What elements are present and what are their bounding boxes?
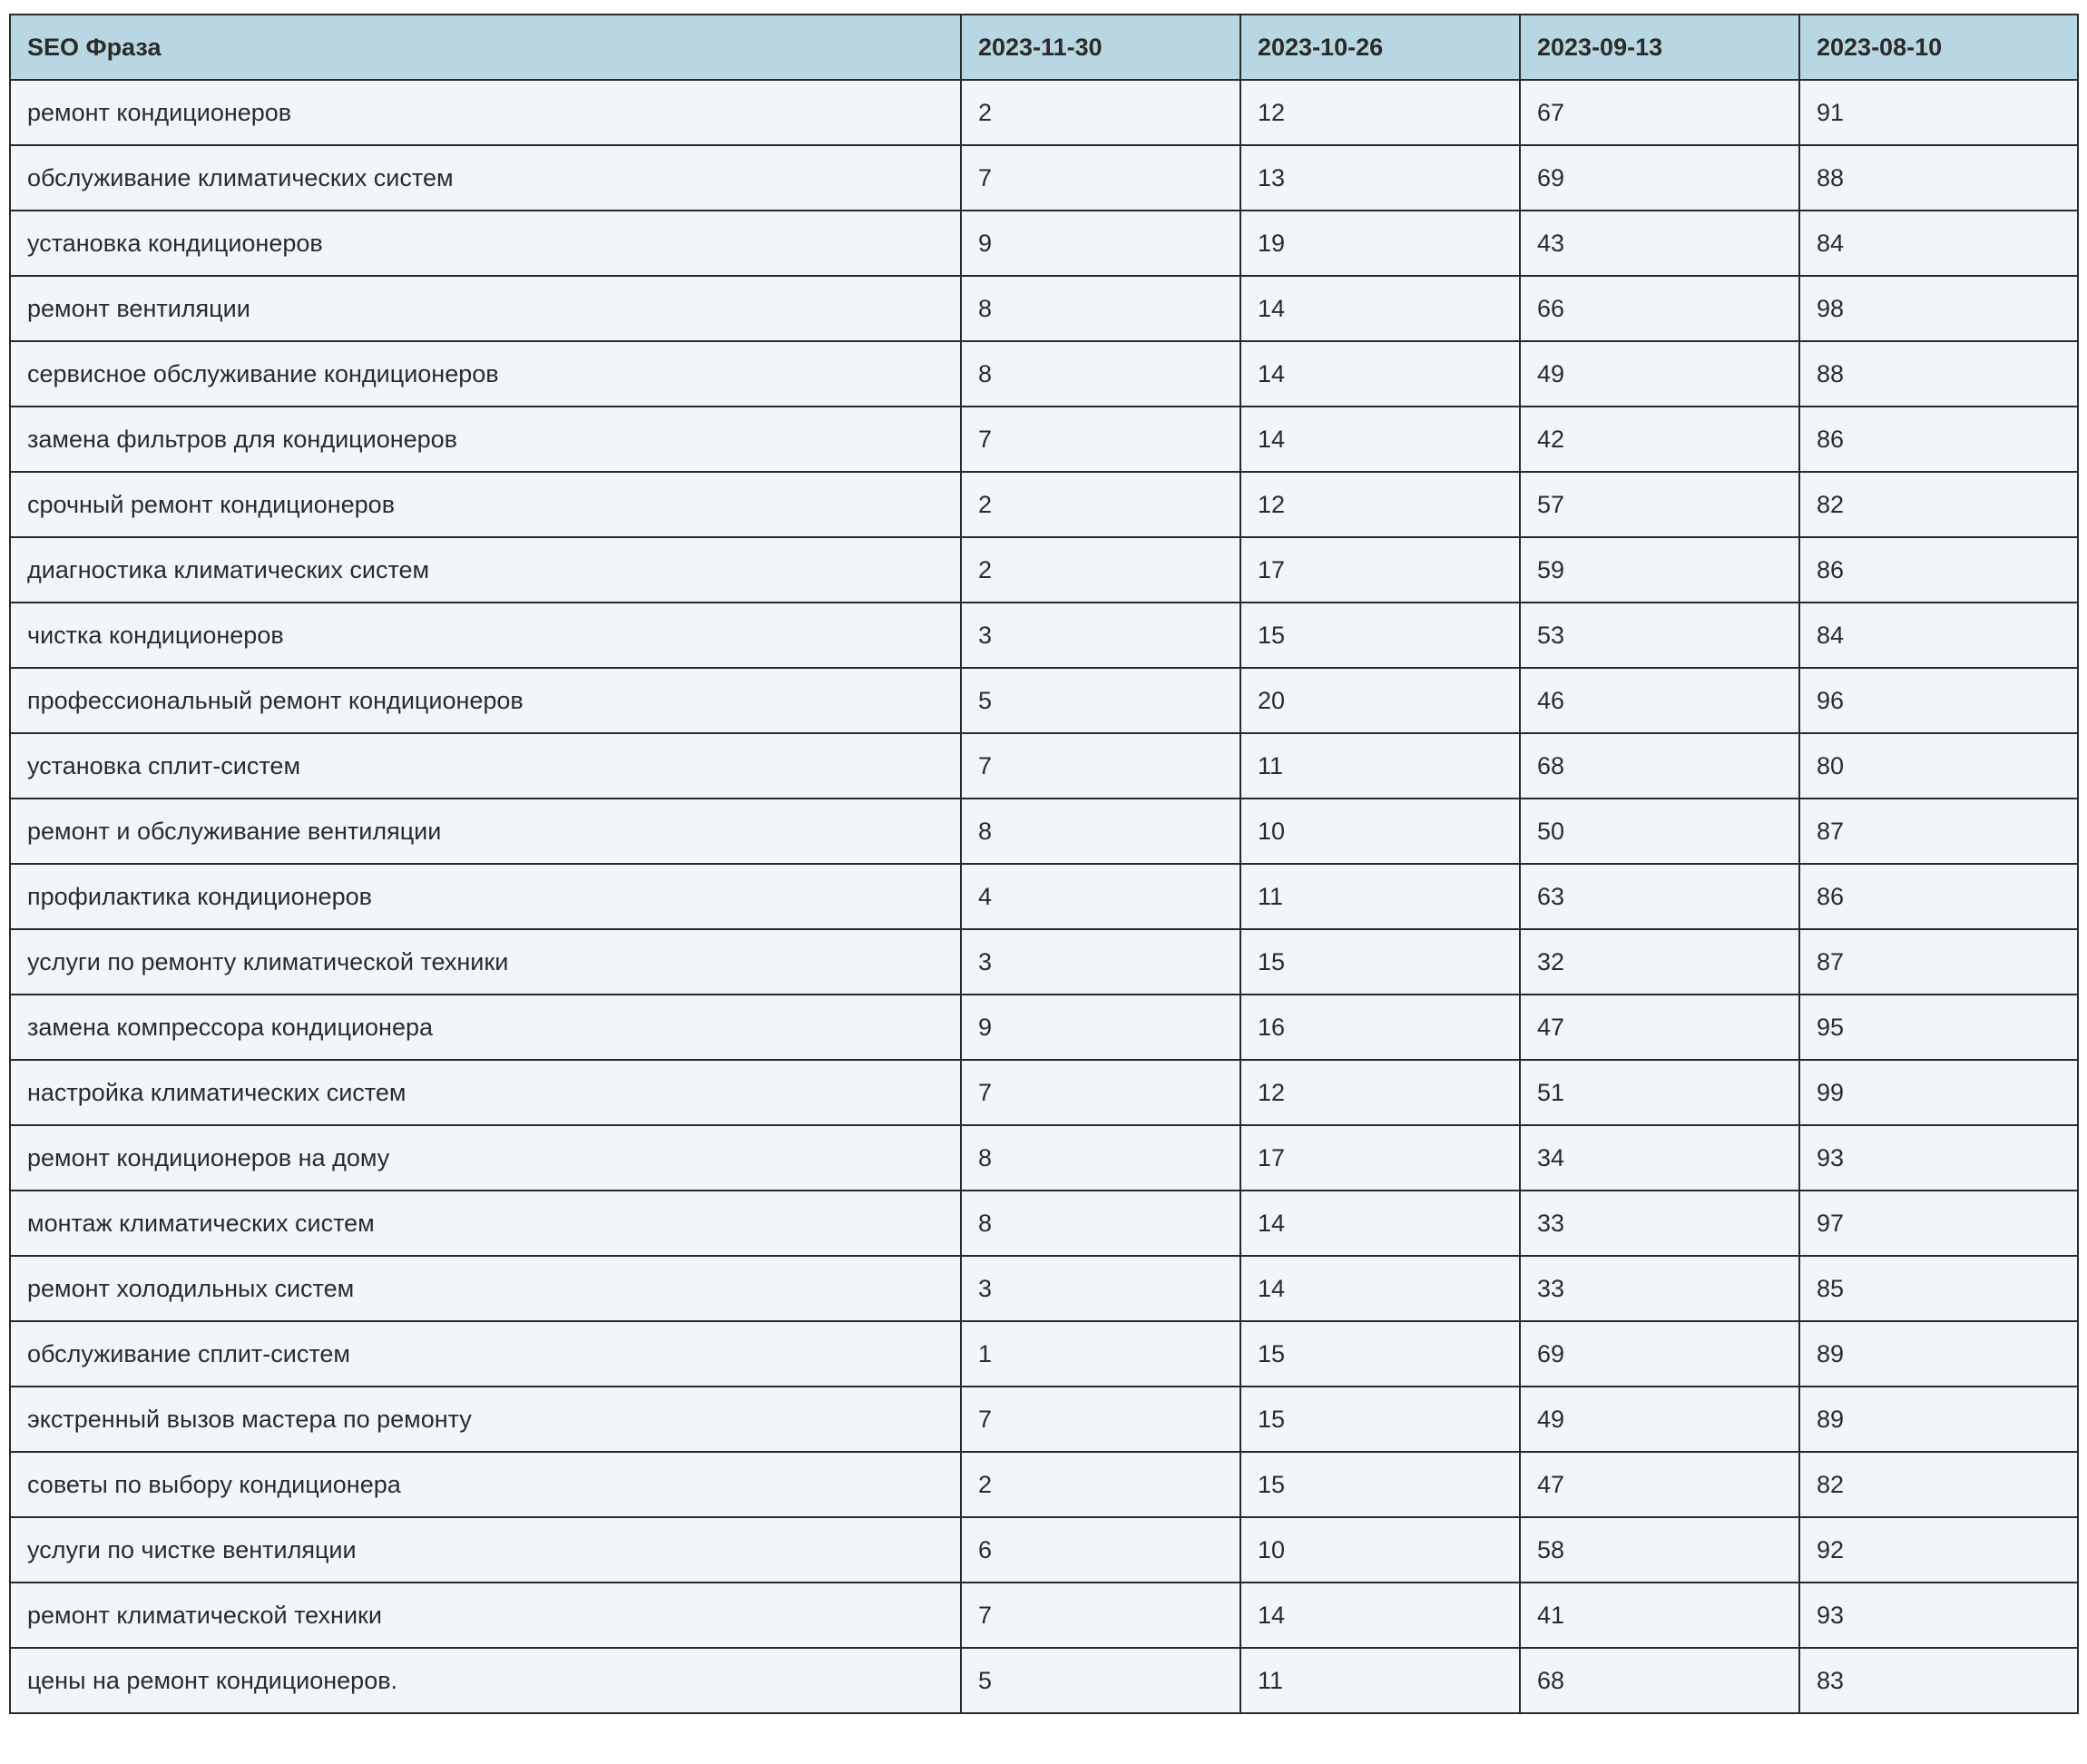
table-row	[10, 537, 2078, 603]
table-row	[10, 1517, 2078, 1583]
position-cell: 16	[1240, 995, 1520, 1060]
position-cell: 51	[1520, 1060, 1799, 1125]
table-row	[10, 864, 2078, 929]
phrase-cell: ремонт кондиционеров на дому	[10, 1125, 961, 1191]
position-cell: 2	[961, 537, 1240, 603]
position-cell: 7	[961, 145, 1240, 211]
position-cell: 7	[961, 1060, 1240, 1125]
position-cell: 12	[1240, 80, 1520, 145]
seo-table-container	[9, 14, 2078, 1714]
position-cell: 5	[961, 1648, 1240, 1713]
phrase-cell: чистка кондиционеров	[10, 603, 961, 668]
position-cell: 89	[1799, 1321, 2078, 1387]
position-cell: 87	[1799, 799, 2078, 864]
position-cell: 96	[1799, 668, 2078, 733]
position-cell: 10	[1240, 799, 1520, 864]
position-cell: 69	[1520, 1321, 1799, 1387]
position-cell: 50	[1520, 799, 1799, 864]
position-cell: 92	[1799, 1517, 2078, 1583]
position-cell: 2	[961, 80, 1240, 145]
position-cell: 93	[1799, 1583, 2078, 1648]
phrase-cell: диагностика климатических систем	[10, 537, 961, 603]
table-row	[10, 668, 2078, 733]
position-cell: 66	[1520, 276, 1799, 341]
table-row	[10, 1125, 2078, 1191]
position-cell: 33	[1520, 1191, 1799, 1256]
position-cell: 14	[1240, 1191, 1520, 1256]
phrase-cell: цены на ремонт кондиционеров.	[10, 1648, 961, 1713]
position-cell: 3	[961, 1256, 1240, 1321]
table-row	[10, 80, 2078, 145]
table-row	[10, 211, 2078, 276]
phrase-cell: экстренный вызов мастера по ремонту	[10, 1387, 961, 1452]
position-cell: 87	[1799, 929, 2078, 995]
phrase-cell: ремонт вентиляции	[10, 276, 961, 341]
table-row	[10, 799, 2078, 864]
position-cell: 19	[1240, 211, 1520, 276]
position-cell: 34	[1520, 1125, 1799, 1191]
position-cell: 47	[1520, 995, 1799, 1060]
phrase-cell: услуги по чистке вентиляции	[10, 1517, 961, 1583]
position-cell: 11	[1240, 1648, 1520, 1713]
position-cell: 91	[1799, 80, 2078, 145]
position-cell: 63	[1520, 864, 1799, 929]
position-cell: 15	[1240, 603, 1520, 668]
phrase-cell: срочный ремонт кондиционеров	[10, 472, 961, 537]
position-cell: 97	[1799, 1191, 2078, 1256]
position-cell: 88	[1799, 341, 2078, 407]
position-cell: 14	[1240, 276, 1520, 341]
phrase-cell: замена фильтров для кондиционеров	[10, 407, 961, 472]
table-row	[10, 1191, 2078, 1256]
position-cell: 8	[961, 1191, 1240, 1256]
column-header-date: 2023-09-13	[1520, 15, 1799, 80]
position-cell: 58	[1520, 1517, 1799, 1583]
position-cell: 49	[1520, 341, 1799, 407]
column-header-date: 2023-08-10	[1799, 15, 2078, 80]
table-row	[10, 733, 2078, 799]
phrase-cell: замена компрессора кондиционера	[10, 995, 961, 1060]
position-cell: 8	[961, 341, 1240, 407]
phrase-cell: настройка климатических систем	[10, 1060, 961, 1125]
position-cell: 3	[961, 603, 1240, 668]
table-row	[10, 1583, 2078, 1648]
position-cell: 15	[1240, 1387, 1520, 1452]
table-row	[10, 1387, 2078, 1452]
phrase-cell: профессиональный ремонт кондиционеров	[10, 668, 961, 733]
position-cell: 42	[1520, 407, 1799, 472]
position-cell: 99	[1799, 1060, 2078, 1125]
position-cell: 68	[1520, 1648, 1799, 1713]
position-cell: 7	[961, 1583, 1240, 1648]
position-cell: 67	[1520, 80, 1799, 145]
position-cell: 49	[1520, 1387, 1799, 1452]
table-body	[10, 80, 2078, 1713]
position-cell: 11	[1240, 864, 1520, 929]
position-cell: 11	[1240, 733, 1520, 799]
position-cell: 9	[961, 211, 1240, 276]
table-header-row	[10, 15, 2078, 80]
position-cell: 41	[1520, 1583, 1799, 1648]
position-cell: 86	[1799, 537, 2078, 603]
position-cell: 15	[1240, 1452, 1520, 1517]
position-cell: 7	[961, 407, 1240, 472]
position-cell: 86	[1799, 864, 2078, 929]
phrase-cell: ремонт холодильных систем	[10, 1256, 961, 1321]
phrase-cell: ремонт и обслуживание вентиляции	[10, 799, 961, 864]
position-cell: 7	[961, 1387, 1240, 1452]
position-cell: 8	[961, 799, 1240, 864]
position-cell: 14	[1240, 1256, 1520, 1321]
column-header-seo-phrase: SEO Фраза	[10, 15, 961, 80]
position-cell: 2	[961, 1452, 1240, 1517]
column-header-date: 2023-10-26	[1240, 15, 1520, 80]
position-cell: 17	[1240, 537, 1520, 603]
position-cell: 43	[1520, 211, 1799, 276]
phrase-cell: обслуживание сплит-систем	[10, 1321, 961, 1387]
position-cell: 8	[961, 276, 1240, 341]
table-row	[10, 145, 2078, 211]
position-cell: 57	[1520, 472, 1799, 537]
phrase-cell: советы по выбору кондиционера	[10, 1452, 961, 1517]
position-cell: 5	[961, 668, 1240, 733]
position-cell: 14	[1240, 341, 1520, 407]
position-cell: 95	[1799, 995, 2078, 1060]
position-cell: 84	[1799, 211, 2078, 276]
position-cell: 98	[1799, 276, 2078, 341]
phrase-cell: установка кондиционеров	[10, 211, 961, 276]
position-cell: 15	[1240, 1321, 1520, 1387]
position-cell: 6	[961, 1517, 1240, 1583]
table-row	[10, 1648, 2078, 1713]
table-row	[10, 1321, 2078, 1387]
position-cell: 88	[1799, 145, 2078, 211]
position-cell: 3	[961, 929, 1240, 995]
position-cell: 20	[1240, 668, 1520, 733]
position-cell: 82	[1799, 1452, 2078, 1517]
position-cell: 1	[961, 1321, 1240, 1387]
table-row	[10, 1256, 2078, 1321]
phrase-cell: установка сплит-систем	[10, 733, 961, 799]
position-cell: 14	[1240, 407, 1520, 472]
position-cell: 80	[1799, 733, 2078, 799]
position-cell: 9	[961, 995, 1240, 1060]
phrase-cell: сервисное обслуживание кондиционеров	[10, 341, 961, 407]
position-cell: 46	[1520, 668, 1799, 733]
position-cell: 59	[1520, 537, 1799, 603]
phrase-cell: ремонт климатической техники	[10, 1583, 961, 1648]
table-row	[10, 603, 2078, 668]
position-cell: 89	[1799, 1387, 2078, 1452]
position-cell: 47	[1520, 1452, 1799, 1517]
position-cell: 12	[1240, 1060, 1520, 1125]
position-cell: 33	[1520, 1256, 1799, 1321]
table-row	[10, 341, 2078, 407]
table-row	[10, 929, 2078, 995]
position-cell: 53	[1520, 603, 1799, 668]
table-row	[10, 995, 2078, 1060]
position-cell: 68	[1520, 733, 1799, 799]
position-cell: 83	[1799, 1648, 2078, 1713]
position-cell: 93	[1799, 1125, 2078, 1191]
phrase-cell: монтаж климатических систем	[10, 1191, 961, 1256]
position-cell: 14	[1240, 1583, 1520, 1648]
position-cell: 84	[1799, 603, 2078, 668]
column-header-date: 2023-11-30	[961, 15, 1240, 80]
position-cell: 17	[1240, 1125, 1520, 1191]
table-row	[10, 1060, 2078, 1125]
position-cell: 12	[1240, 472, 1520, 537]
position-cell: 82	[1799, 472, 2078, 537]
table-row	[10, 276, 2078, 341]
position-cell: 4	[961, 864, 1240, 929]
position-cell: 7	[961, 733, 1240, 799]
position-cell: 69	[1520, 145, 1799, 211]
seo-rankings-table	[9, 14, 2079, 1714]
position-cell: 13	[1240, 145, 1520, 211]
position-cell: 2	[961, 472, 1240, 537]
phrase-cell: ремонт кондиционеров	[10, 80, 961, 145]
phrase-cell: профилактика кондиционеров	[10, 864, 961, 929]
table-row	[10, 472, 2078, 537]
phrase-cell: услуги по ремонту климатической техники	[10, 929, 961, 995]
position-cell: 10	[1240, 1517, 1520, 1583]
position-cell: 15	[1240, 929, 1520, 995]
table-row	[10, 407, 2078, 472]
position-cell: 8	[961, 1125, 1240, 1191]
position-cell: 86	[1799, 407, 2078, 472]
table-row	[10, 1452, 2078, 1517]
phrase-cell: обслуживание климатических систем	[10, 145, 961, 211]
position-cell: 32	[1520, 929, 1799, 995]
position-cell: 85	[1799, 1256, 2078, 1321]
